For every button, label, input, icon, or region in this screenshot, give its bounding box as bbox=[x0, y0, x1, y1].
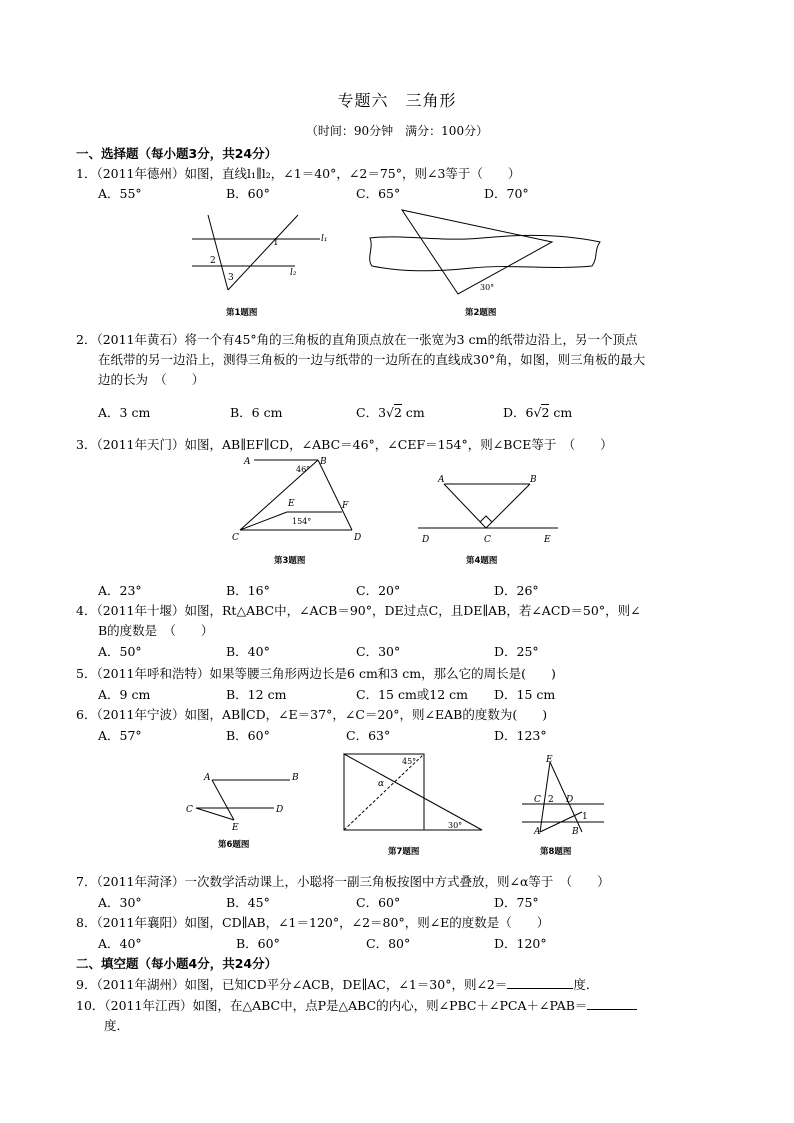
question-9 bbox=[76, 975, 598, 993]
fig4-label-A: A bbox=[438, 475, 445, 485]
question-10 bbox=[76, 996, 637, 1014]
fig3-angle-46: 46° bbox=[296, 465, 311, 474]
question-2-line3: 边的长为 （ ） bbox=[98, 372, 205, 387]
fig1-angle-1: 1 bbox=[273, 238, 279, 248]
q2-option-d-unit: cm bbox=[549, 405, 573, 420]
question-8-text: 8．（2011年襄阳）如图，CD∥AB，∠1＝120°，∠2＝80°，则∠E的度数是（ ） bbox=[76, 915, 550, 930]
fig3-label-C: C bbox=[232, 533, 239, 543]
q2-option-c-prefix: C．3 bbox=[356, 405, 387, 420]
question-3-text: 3．（2011年天门）如图，AB∥EF∥CD，∠ABC＝46°，∠CEF＝154°，则∠BCE等于 （ ） bbox=[76, 437, 613, 452]
q6-option-d: D．123° bbox=[494, 728, 547, 743]
q3-option-c: C．20° bbox=[356, 583, 401, 598]
q3-option-d: D．26° bbox=[494, 583, 539, 598]
figure-3-caption: 第3题图 bbox=[274, 556, 306, 566]
figure-3 bbox=[232, 454, 362, 544]
q4-option-b: B．40° bbox=[226, 644, 270, 659]
q1-option-c: C．65° bbox=[356, 186, 401, 201]
q8-option-d: D．120° bbox=[494, 936, 547, 951]
q2-option-b: B．6 cm bbox=[230, 405, 283, 420]
q4-option-c: C．30° bbox=[356, 644, 401, 659]
question-7-text: 7．（2011年菏泽）一次数学活动课上，小聪将一副三角板按图中方式叠放，则∠α等于 （ ） bbox=[76, 874, 610, 889]
fig8-label-B: B bbox=[572, 827, 579, 837]
figure-7 bbox=[340, 750, 490, 834]
q2-option-d-prefix: D．6 bbox=[503, 405, 534, 420]
q1-option-a: A．55° bbox=[98, 186, 142, 201]
figure-6 bbox=[182, 770, 312, 833]
figure-7-caption: 第7题图 bbox=[388, 847, 420, 857]
fig7-angle-30: 30° bbox=[448, 821, 463, 830]
q5-option-a: A．9 cm bbox=[98, 687, 151, 702]
fig3-label-B: B bbox=[320, 457, 327, 467]
q6-option-a: A．57° bbox=[98, 728, 142, 743]
fig3-label-E: E bbox=[288, 499, 295, 509]
q2-option-a: A．3 cm bbox=[98, 405, 151, 420]
question-10-line2: 度． bbox=[104, 1018, 130, 1033]
fig3-label-F: F bbox=[342, 501, 349, 511]
sqrt-icon: √ bbox=[533, 405, 542, 420]
q7-option-b: B．45° bbox=[226, 895, 270, 910]
figure-2 bbox=[362, 206, 604, 298]
q3-option-b: B．16° bbox=[226, 583, 270, 598]
q7-option-a: A．30° bbox=[98, 895, 142, 910]
fig6-label-E: E bbox=[232, 823, 239, 833]
fig3-label-A: A bbox=[244, 457, 251, 467]
question-9-unit: 度． bbox=[573, 977, 599, 992]
fig6-label-A: A bbox=[204, 773, 211, 783]
figure-4 bbox=[414, 472, 564, 544]
fig2-angle-30: 30° bbox=[480, 283, 495, 292]
q2-option-c-radicand: 2 bbox=[394, 405, 402, 420]
figure-2-caption: 第2题图 bbox=[465, 308, 497, 318]
q8-option-b: B．60° bbox=[236, 936, 280, 951]
fig4-label-D: D bbox=[422, 535, 430, 545]
fig7-angle-45: 45° bbox=[402, 757, 417, 766]
q3-option-a: A．23° bbox=[98, 583, 142, 598]
figure-1 bbox=[190, 212, 340, 317]
q5-option-b: B．12 cm bbox=[226, 687, 287, 702]
section-heading-choice: 一、选择题（每小题3分，共24分） bbox=[76, 146, 278, 161]
q1-option-b: B．60° bbox=[226, 186, 270, 201]
q7-option-d: D．75° bbox=[494, 895, 539, 910]
question-2-line2: 在纸带的另一边沿上，测得三角板的一边与纸带的一边所在的直线成30°角，如图，则三角板的最大 bbox=[98, 352, 646, 367]
fig8-angle-2: 2 bbox=[548, 795, 554, 805]
q6-option-b: B．60° bbox=[226, 728, 270, 743]
page-title: 专题六 三角形 bbox=[337, 91, 457, 110]
section-heading-fill: 二、填空题（每小题4分，共24分） bbox=[76, 956, 278, 971]
question-2-line1: 2．（2011年黄石）将一个有45°角的三角板的直角顶点放在一张宽为3 cm的纸带边沿上，另一个顶点 bbox=[76, 332, 638, 347]
fig1-label-l1: l₁ bbox=[321, 234, 328, 244]
q6-option-c: C．63° bbox=[346, 728, 391, 743]
q9-answer-blank[interactable] bbox=[507, 976, 573, 989]
fig6-label-D: D bbox=[276, 805, 284, 815]
fig6-label-B: B bbox=[292, 773, 299, 783]
fig1-label-l2: l₂ bbox=[290, 268, 297, 278]
fig3-label-D: D bbox=[354, 533, 362, 543]
figure-8 bbox=[520, 752, 610, 840]
question-1-text: 1．（2011年德州）如图，直线l₁∥l₂，∠1＝40°，∠2＝75°，则∠3等于（ ） bbox=[76, 166, 521, 181]
q8-option-a: A．40° bbox=[98, 936, 142, 951]
q2-option-c-unit: cm bbox=[401, 405, 425, 420]
question-10-line1: 10．（2011年江西）如图，在△ABC中，点P是△ABC的内心，则∠PBC＋∠PCA＋∠PAB＝ bbox=[76, 998, 588, 1013]
fig8-label-D: D bbox=[566, 795, 574, 805]
fig4-label-C: C bbox=[484, 535, 491, 545]
fig7-alpha: α bbox=[378, 779, 385, 789]
question-5-text: 5．（2011年呼和浩特）如果等腰三角形两边长是6 cm和3 cm，那么它的周长是( ) bbox=[76, 666, 556, 681]
question-4-line1: 4．（2011年十堰）如图，Rt△ABC中，∠ACB＝90°，DE过点C，且DE∥AB，若∠ACD＝50°，则∠ bbox=[76, 603, 641, 618]
fig8-label-A: A bbox=[534, 827, 541, 837]
figure-6-caption: 第6题图 bbox=[218, 840, 250, 850]
fig6-label-C: C bbox=[186, 805, 193, 815]
figure-1-caption: 第1题图 bbox=[226, 308, 258, 318]
figure-4-caption: 第4题图 bbox=[466, 556, 498, 566]
q2-option-d bbox=[503, 403, 572, 421]
page-subtitle: （时间：90分钟 满分：100分） bbox=[305, 124, 489, 138]
q8-option-c: C．80° bbox=[366, 936, 411, 951]
fig1-angle-3: 3 bbox=[228, 273, 234, 283]
q7-option-c: C．60° bbox=[356, 895, 401, 910]
fig4-label-B: B bbox=[530, 475, 537, 485]
question-9-text: 9．（2011年湖州）如图，已知CD平分∠ACB，DE∥AC，∠1＝30°，则∠2＝ bbox=[76, 977, 508, 992]
q2-option-c bbox=[356, 403, 425, 421]
q5-option-c: C．15 cm或12 cm bbox=[356, 687, 469, 702]
q4-option-d: D．25° bbox=[494, 644, 539, 659]
fig1-angle-2: 2 bbox=[210, 256, 216, 266]
fig8-angle-1: 1 bbox=[582, 812, 588, 822]
q5-option-d: D．15 cm bbox=[494, 687, 556, 702]
fig3-angle-154: 154° bbox=[292, 517, 312, 526]
question-4-line2: B的度数是 （ ） bbox=[98, 623, 214, 638]
q2-option-d-radicand: 2 bbox=[541, 405, 550, 420]
sqrt-icon: √ bbox=[386, 405, 394, 420]
q4-option-a: A．50° bbox=[98, 644, 142, 659]
q1-option-d: D．70° bbox=[484, 186, 529, 201]
question-6-text: 6．（2011年宁波）如图，AB∥CD，∠E＝37°，∠C＝20°，则∠EAB的度数为( ) bbox=[76, 707, 548, 722]
fig8-label-C: C bbox=[534, 795, 541, 805]
q10-answer-blank[interactable] bbox=[587, 997, 637, 1010]
fig4-label-E: E bbox=[544, 535, 551, 545]
fig8-label-E: E bbox=[546, 755, 553, 765]
figure-8-caption: 第8题图 bbox=[540, 847, 572, 857]
